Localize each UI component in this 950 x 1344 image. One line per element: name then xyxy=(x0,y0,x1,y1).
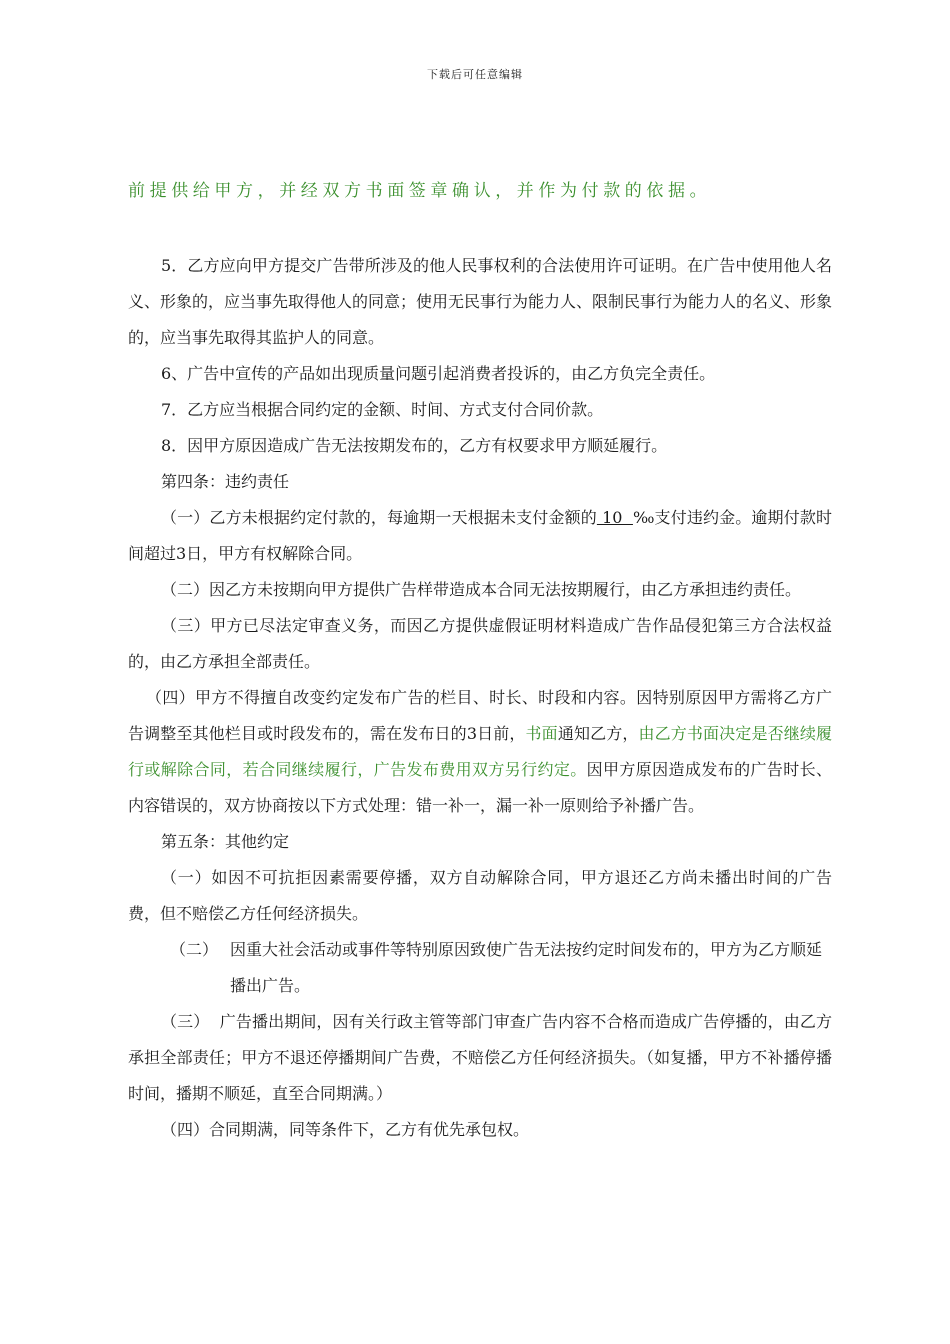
clause-5: 5．乙方应向甲方提交广告带所涉及的他人民事权利的合法使用许可证明。在广告中使用他人名义、形象的，应当事先取得他人的同意；使用无民事行为能力人、限制民事行为能力人的名义、形象的，应当事先取得其监护人的同意。 xyxy=(128,256,833,347)
lead-paragraph: 前提供给甲方，并经双方书面签章确认，并作为付款的依据。 xyxy=(128,181,712,201)
article-5-heading: 第五条：其他约定 xyxy=(161,832,290,851)
liability-3: （三）甲方已尽法定审查义务，而因乙方提供虚假证明材料造成广告作品侵犯第三方合法权益的，由乙方承担全部责任。 xyxy=(128,616,832,671)
other-2-text: 因重大社会活动或事件等特别原因致使广告无法按约定时间发布的，甲方为乙方顺延播出广告。 xyxy=(230,940,823,995)
clause-6: 6、广告中宣传的产品如出现质量问题引起消费者投诉的，由乙方负完全责任。 xyxy=(161,364,716,383)
other-2 xyxy=(128,932,832,1004)
document-body xyxy=(128,248,832,1148)
clause-7: 7．乙方应当根据合同约定的金额、时间、方式支付合同价款。 xyxy=(161,400,604,419)
article-4-heading: 第四条：违约责任 xyxy=(161,472,290,491)
liability-4-post: 因甲方原因造成发布的广告时长、内容错误的，双方协商按以下方式处理：错一补一，漏一补一原则给予补播广告。 xyxy=(128,760,832,815)
liability-2: （二）因乙方未按期向甲方提供广告样带造成本合同无法按期履行，由乙方承担违约责任。 xyxy=(161,580,802,599)
liability-4-green-1: 书面 xyxy=(525,724,558,743)
other-4: （四）合同期满，同等条件下，乙方有优先承包权。 xyxy=(161,1120,530,1139)
other-3: （三） 广告播出期间，因有关行政主管等部门审查广告内容不合格而造成广告停播的，由乙方承担全部责任；甲方不退还停播期间广告费，不赔偿乙方任何经济损失。（如复播，甲方不补播停播时间，播期不顺延，直至合同期满。） xyxy=(128,1012,832,1103)
liability-4-mid: 通知乙方， xyxy=(557,724,639,743)
liability-1 xyxy=(128,500,832,572)
clause-8: 8．因甲方原因造成广告无法按期发布的，乙方有权要求甲方顺延履行。 xyxy=(161,436,668,455)
other-2-label: （二） xyxy=(170,940,219,959)
liability-4-green-2: 由乙方书面决定是否继续履行或解除合同，若合同继续履行，广告发布费用双方另行约定。 xyxy=(128,724,832,779)
other-1: （一）如因不可抗拒因素需要停播，双方自动解除合同，甲方退还乙方尚未播出时间的广告费，但不赔偿乙方任何经济损失。 xyxy=(128,868,832,923)
liability-1-pre: （一）乙方未根据约定付款的，每逾期一天根据未支付金额的 xyxy=(161,508,597,527)
liability-4 xyxy=(128,680,832,824)
penalty-rate-value: 10 xyxy=(596,508,633,527)
page-header: 下载后可任意编辑 xyxy=(427,68,523,81)
liability-1-post: ‰支付违约金。逾期付款时间超过3日，甲方有权解除合同。 xyxy=(128,508,832,563)
liability-4-pre: （四）甲方不得擅自改变约定发布广告的栏目、时长、时段和内容。因特别原因甲方需将乙方广告调整至其他栏目或时段发布的，需在发布日的3日前， xyxy=(128,688,832,743)
